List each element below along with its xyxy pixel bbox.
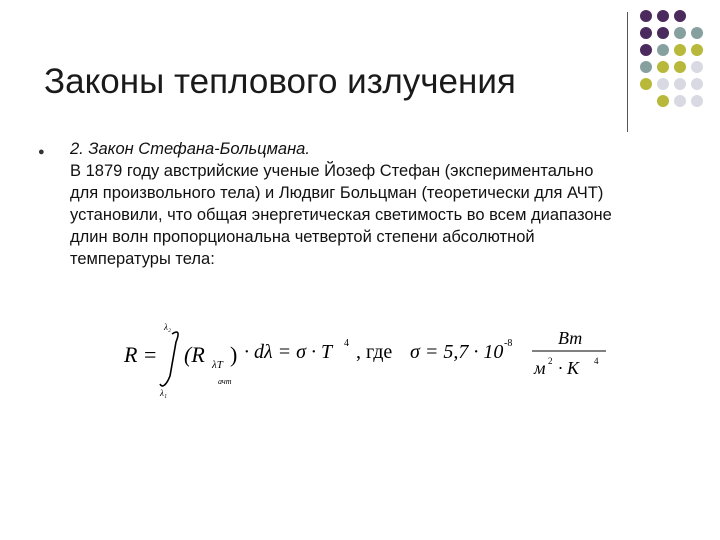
bullet-icon: ● [38, 146, 45, 158]
integral-lower-limit: λ₁ [160, 388, 168, 398]
unit-den-m: м [534, 358, 546, 378]
decor-dot [657, 78, 669, 90]
formula-equals: = [144, 342, 157, 367]
decor-dot [657, 10, 669, 22]
formula-where: , где [356, 341, 393, 363]
unit-den-k: · К [558, 358, 579, 378]
decor-dot [640, 78, 652, 90]
decor-dot [674, 61, 686, 73]
unit-den-k-power: 4 [594, 356, 599, 366]
stefan-boltzmann-formula [120, 318, 620, 398]
body-line: установили, что общая энергетическая светимость во всем диапазоне [70, 206, 612, 224]
formula-dlambda: · dλ = σ · T [244, 341, 333, 363]
integrand-open: (R [184, 342, 205, 367]
body-line: температуры тела: [70, 250, 215, 268]
decor-dot [640, 10, 652, 22]
decor-dot [691, 27, 703, 39]
decor-dot [657, 27, 669, 39]
decor-dot [691, 61, 703, 73]
section-heading: 2. Закон Стефана-Больцмана. [70, 140, 310, 158]
unit-den-m-power: 2 [548, 356, 553, 366]
body-line: длин волн пропорциональна четвертой степени абсолютной [70, 228, 535, 246]
decor-dot [674, 78, 686, 90]
formula-power4: 4 [344, 338, 349, 349]
decor-dot [657, 95, 669, 107]
integral-upper-limit: λ₂ [164, 322, 172, 332]
decor-dot [640, 61, 652, 73]
decor-dot [674, 44, 686, 56]
body-line: для произвольного тела) и Людвиг Больцман (теоретически для АЧТ) [70, 184, 604, 202]
decor-dot [640, 27, 652, 39]
decor-dot [674, 27, 686, 39]
formula-sigma: σ = 5,7 · 10 [410, 341, 504, 363]
decor-dot [640, 44, 652, 56]
divider-line [627, 12, 628, 132]
integrand-subscript: λT [212, 359, 223, 371]
decor-dot [691, 95, 703, 107]
formula-lhs: R [124, 342, 138, 367]
integral-sign [160, 332, 178, 386]
integrand-close: ) [230, 342, 238, 367]
decor-dot [657, 44, 669, 56]
decorative-dot-grid [640, 10, 720, 120]
decor-dot [674, 10, 686, 22]
formula-exponent: -8 [504, 338, 513, 349]
body-line: В 1879 году австрийские ученые Йозеф Стефан (экспериментально [70, 162, 594, 180]
integrand-subscript-2: ачт [218, 377, 232, 386]
page-title: Законы теплового излучения [44, 62, 516, 101]
decor-dot [691, 78, 703, 90]
unit-numerator: Вт [558, 328, 583, 348]
decor-dot [674, 95, 686, 107]
body-text [70, 138, 660, 270]
decor-dot [657, 61, 669, 73]
decor-dot [691, 44, 703, 56]
